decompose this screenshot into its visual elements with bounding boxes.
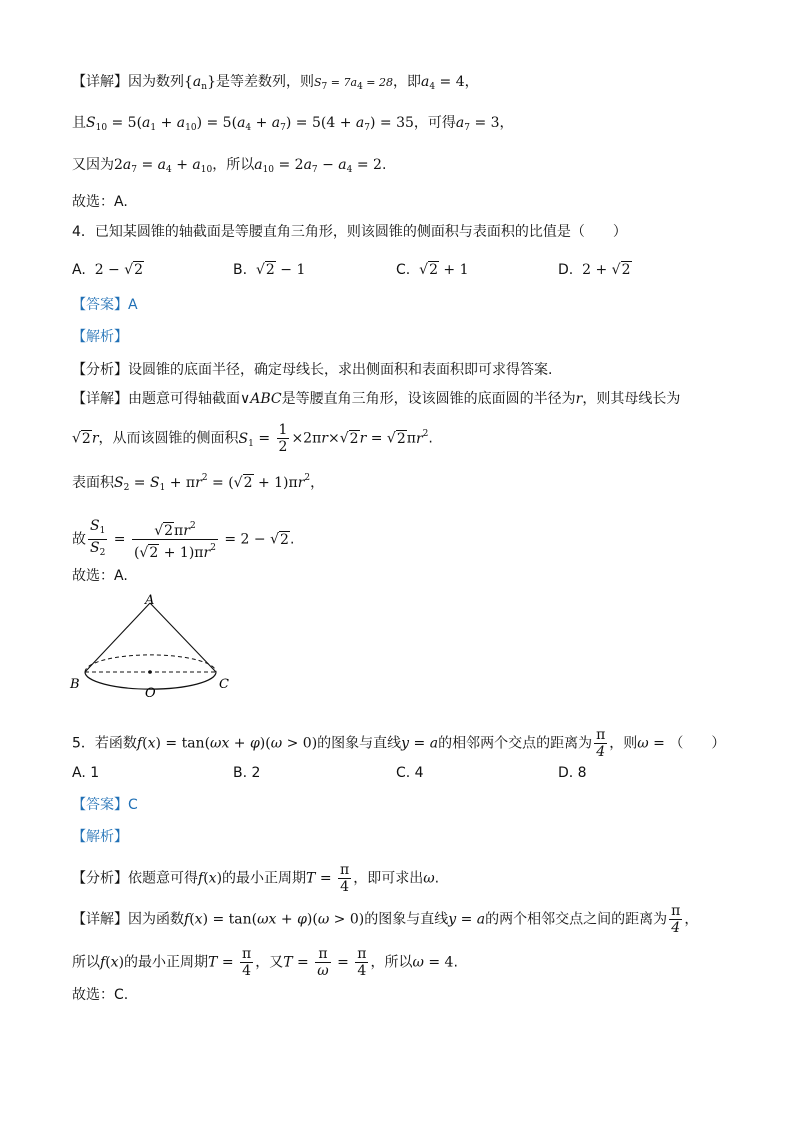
- q5-option-b: B. 2: [233, 765, 261, 781]
- answer-4: 【答案】A: [72, 297, 138, 313]
- select-answer-5: 故选：C.: [72, 987, 129, 1003]
- answer-5: 【答案】C: [72, 797, 138, 813]
- line-1: 【详解】因为数列$\{a_n\}$是等差数列，则$S_7 = 7a_4 = 28$，即$a_4 = 4$，: [72, 74, 479, 92]
- question-4: 4．已知某圆锥的轴截面是等腰直角三角形，则该圆锥的侧面积与表面积的比值是（ ）: [72, 224, 627, 240]
- label-a: A: [145, 593, 155, 608]
- q5-option-c: C. 4: [396, 765, 424, 781]
- analysis-5: 【分析】依题意可得f(x)的最小正周期T = $\frac{\pi}{4}$ ，即可求出ω.: [72, 862, 440, 895]
- detail-5-line-2: 所以f(x)的最小正周期T = $\frac{\pi}{4}$ ，又T = $\frac{\pi}{\omega}$ = $\frac{\pi}{4}$ ，所以ω = 4.: [72, 946, 458, 979]
- detail-4-line-1: 【详解】由题意可得轴截面∨ABC是等腰直角三角形，设该圆锥的底面圆的半径为r，则其母线长为: [72, 391, 681, 407]
- line-3: 又因为$2a_7 = a_4 + a_{10}$，所以$a_{10} = 2a_7 - a_4 = 2$.: [72, 157, 387, 175]
- analysis-heading-4: 【解析】: [72, 329, 128, 345]
- q5-option-a: A. 1: [72, 765, 100, 781]
- analysis-heading-5: 【解析】: [72, 829, 128, 845]
- detail-5-line-1: 【详解】因为函数f(x) = tan(ωx + φ)(ω > 0)的图象与直线y = a的两个相邻交点之间的距离为 $\frac{\pi}{4}$ ，: [72, 903, 699, 936]
- ratio: 故 $\frac{S_1}{S_2}$ = $\frac{√2\pi r^2}{(√2 + 1)\pi r^2}$ = 2 − √2.: [72, 518, 295, 561]
- q4-option-b: B. √2 − 1: [233, 262, 306, 278]
- analysis-4: 【分析】设圆锥的底面半径，确定母线长，求出侧面积和表面积即可求得答案.: [72, 362, 553, 378]
- line-2: 且$S_{10} = 5(a_1 + a_{10}) = 5(a_4 + a_7) = 5(4 + a_7) = 35$，可得$a_7 = 3$，: [72, 115, 514, 133]
- q4-option-a: A. 2 − √2: [72, 262, 144, 278]
- select-answer-3: 故选：A.: [72, 194, 128, 210]
- cone-figure: [66, 590, 246, 705]
- q4-option-c: C. √2 + 1: [396, 262, 469, 278]
- select-answer-4: 故选：A.: [72, 568, 128, 584]
- label-b: B: [70, 677, 80, 692]
- detail-4-line-2: √2r，从而该圆锥的侧面积$S_1$ = $\frac{1}{2}$ $\times 2\pi r\times√2r = √2\pi r^2$.: [72, 422, 433, 455]
- surface-area: 表面积$S_2 = S_1 + \pi r^2 = (√2 + 1)\pi r^2$，: [72, 473, 325, 493]
- label-c: C: [219, 677, 229, 692]
- q4-option-d: D. 2 + √2: [558, 262, 631, 278]
- label-o: O: [145, 686, 156, 701]
- question-5: 5．若函数f(x) = tan(ωx + φ)(ω > 0)的图象与直线y = a的相邻两个交点的距离为 $\frac{\pi}{4}$ ，则ω = （ ）: [72, 727, 726, 760]
- q5-option-d: D. 8: [558, 765, 587, 781]
